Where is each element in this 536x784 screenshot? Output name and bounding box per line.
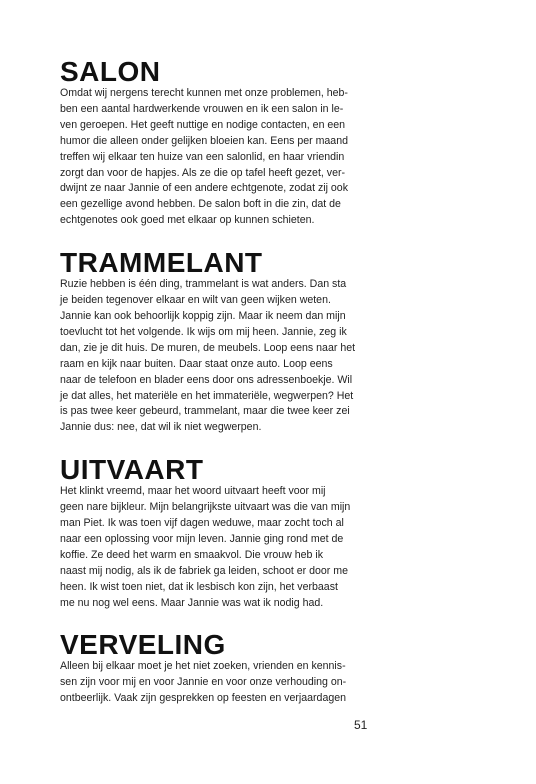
section-salon bbox=[60, 58, 460, 229]
text-line: Ruzie hebben is één ding, trammelant is wat anders. Dan sta bbox=[60, 278, 347, 291]
section-heading: SALON bbox=[60, 56, 161, 87]
section-uitvaart bbox=[60, 456, 460, 611]
text-line: treffen wij elkaar ten huize van een salonlid, en haar vriendin bbox=[60, 150, 345, 163]
text-line: geen nare bijkleur. Mijn belangrijkste uitvaart was die van mijn bbox=[60, 501, 351, 514]
text-line: ontbeerlijk. Vaak zijn gesprekken op feesten en verjaardagen bbox=[60, 692, 347, 705]
text-line: zorgt dan voor de hapjes. Als ze die op tafel heeft gezet, ver- bbox=[60, 166, 346, 179]
text-line: heen. Ik wist toen niet, dat ik lesbisch kon zijn, het verbaast bbox=[60, 580, 338, 593]
text-line: ven geroepen. Het geeft nuttige en nodige contacten, en een bbox=[60, 118, 346, 131]
section-body bbox=[60, 277, 460, 436]
text-line: naar de telefoon en blader eens door ons adressenboekje. Wil bbox=[60, 373, 353, 386]
text-line: man Piet. Ik was toen vijf dagen weduwe, maar zocht toch al bbox=[60, 517, 344, 530]
page-number: 51 bbox=[354, 718, 368, 732]
text-line: naar een oplossing voor mijn leven. Jannie ging rond met de bbox=[60, 532, 344, 545]
section-body bbox=[60, 484, 460, 611]
text-line: Omdat wij nergens terecht kunnen met onze problemen, heb- bbox=[60, 87, 348, 99]
section-verveling bbox=[60, 631, 460, 707]
text-line: Het klinkt vreemd, maar het woord uitvaart heeft voor mij bbox=[60, 485, 326, 498]
text-line: me nu nog wel eens. Maar Jannie was wat ik nodig had. bbox=[60, 596, 324, 609]
text-line: sen zijn voor mij en voor Jannie en voor onze verhouding on- bbox=[60, 676, 347, 689]
section-heading: UITVAART bbox=[60, 454, 204, 486]
text-line: is pas twee keer gebeurd, trammelant, maar die twee keer zei bbox=[60, 405, 350, 418]
text-line: een gezellige avond hebben. De salon boft in die zin, dat de bbox=[60, 198, 341, 211]
section-heading: TRAMMELANT bbox=[60, 247, 263, 279]
text-line: dwijnt ze naar Jannie of een andere echtgenote, zodat zij ook bbox=[60, 182, 348, 195]
text-line: je dat alles, het materiële en het immateriële, wegwerpen? Het bbox=[60, 389, 354, 402]
text-line: toevlucht tot het volgende. Ik wijs om mij heen. Jannie, zeg ik bbox=[60, 325, 347, 338]
text-line: echtgenotes ook goed met elkaar op kunnen schieten. bbox=[60, 214, 315, 227]
book-page bbox=[60, 58, 460, 707]
text-line: raam en kijk naar buiten. Daar staat onze auto. Loop eens bbox=[60, 357, 333, 370]
section-body bbox=[60, 86, 460, 229]
text-line: Jannie dus: nee, dat wil ik niet wegwerpen. bbox=[60, 421, 262, 434]
section-heading: VERVELING bbox=[60, 629, 226, 661]
text-line: humor die alleen onder gelijken bloeien kan. Eens per maand bbox=[60, 134, 348, 147]
text-line: naast mij nodig, als ik de fabriek ga leiden, schoot er door me bbox=[60, 564, 348, 577]
section-body bbox=[60, 659, 460, 707]
text-line: koffie. Ze deed het warm en smaakvol. Die vrouw heb ik bbox=[60, 548, 324, 561]
text-line: Alleen bij elkaar moet je het niet zoeken, vrienden en kennis- bbox=[60, 660, 346, 673]
text-line: dan, zie je dit huis. De muren, de meubels. Loop eens naar het bbox=[60, 341, 356, 354]
text-line: je beiden tegenover elkaar en wilt van geen wijken weten. bbox=[60, 294, 331, 307]
text-line: Jannie kan ook behoorlijk koppig zijn. Maar ik neem dan mijn bbox=[60, 309, 346, 322]
text-line: ben een aantal hardwerkende vrouwen en ik een salon in le- bbox=[60, 102, 344, 115]
section-trammelant bbox=[60, 249, 460, 436]
